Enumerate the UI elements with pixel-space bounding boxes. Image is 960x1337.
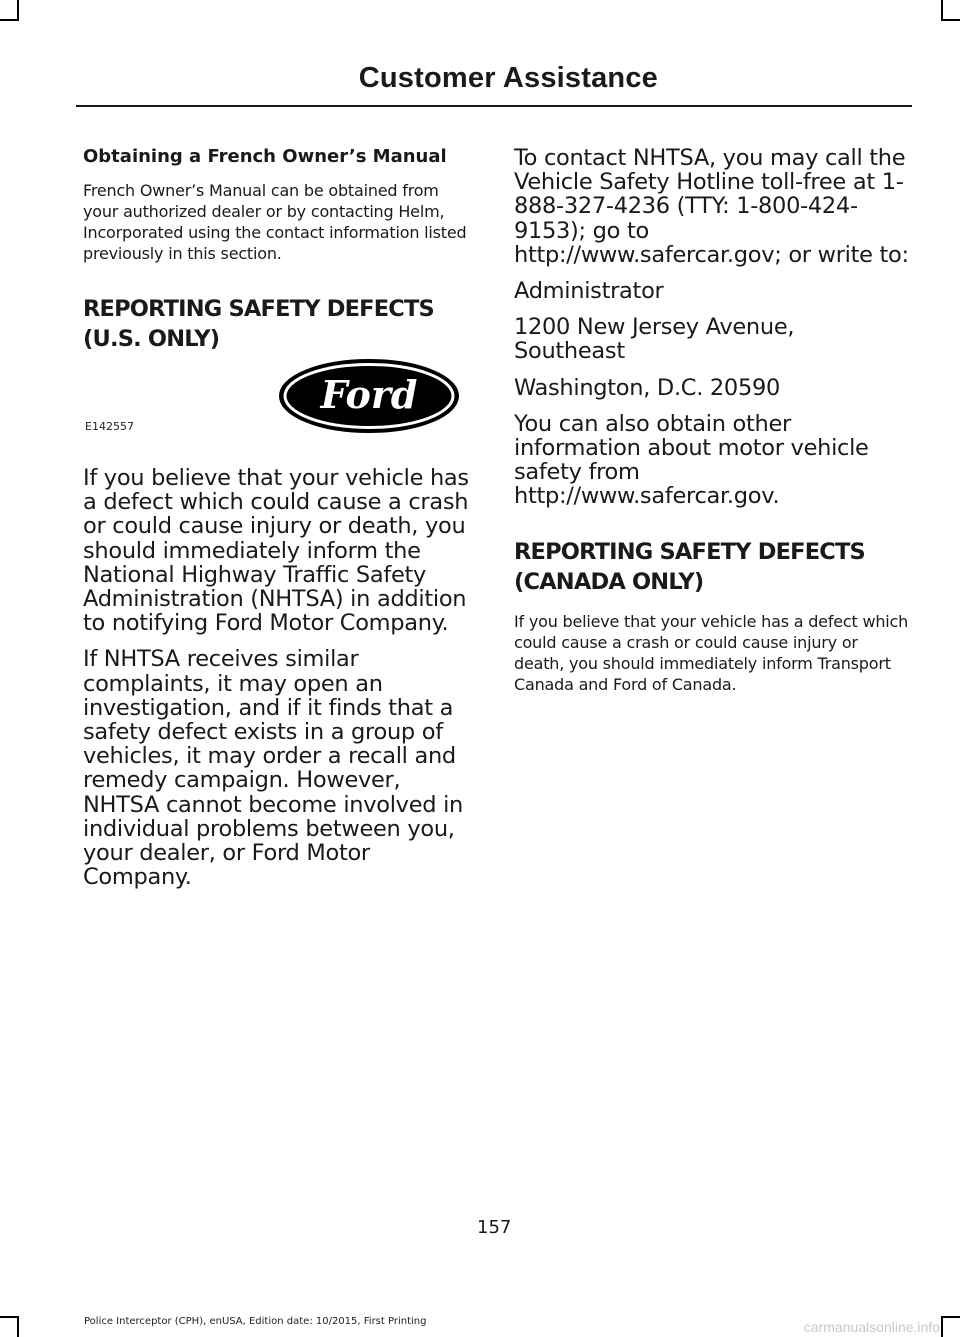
address-line-3: Washington, D.C. 20590	[514, 374, 780, 401]
edition-info: Police Interceptor (CPH), enUSA, Edition date: 10/2015, First Printing	[84, 1316, 427, 1327]
ford-logo-figure	[83, 354, 475, 438]
header-rule	[76, 105, 912, 107]
address-line-2: 1200 New Jersey Avenue, Southeast	[514, 314, 795, 365]
page-number: 157	[477, 1217, 512, 1238]
right-column	[514, 146, 910, 695]
watermark: carmanualsonline.info	[803, 1319, 940, 1335]
page-header-title: Customer Assistance	[358, 62, 658, 94]
left-column	[83, 146, 475, 889]
us-defects-paragraph-2: If NHTSA receives similar complaints, it may open an investigation, and if it finds that a safety defect exists in a group of vehicles, it may order a recall and remedy campaign. However, NHTSA cannot become involved in individual problems between you, your dealer, or Ford Motor Company.	[83, 646, 463, 891]
crop-mark	[941, 19, 960, 21]
us-defects-heading-line2: (U.S. ONLY)	[83, 326, 220, 352]
french-manual-heading: Obtaining a French Owner’s Manual	[83, 146, 447, 167]
crop-mark	[941, 0, 943, 19]
french-manual-body: French Owner’s Manual can be obtained from your authorized dealer or by contacting Helm, Incorporated using the contact information listed previously in this section.	[83, 181, 467, 263]
canada-defects-heading-line1: REPORTING SAFETY DEFECTS	[514, 538, 865, 565]
ford-logo-text: Ford	[320, 372, 418, 417]
crop-mark	[941, 1317, 943, 1337]
crop-mark	[17, 0, 19, 19]
canada-defects-heading-line2: (CANADA ONLY)	[514, 568, 704, 595]
canada-defects-body: If you believe that your vehicle has a defect which could cause a crash or could cause injury or death, you should immediately inform Transport Canada and Ford of Canada.	[514, 611, 909, 694]
ford-logo	[278, 358, 460, 434]
nhtsa-contact-paragraph: To contact NHTSA, you may call the Vehicle Safety Hotline toll-free at 1-888-327-4236 (TTY: 1-800-424-9153); go to http://www.safercar.gov; or write to:	[514, 145, 909, 268]
more-info-paragraph: You can also obtain other information about motor vehicle safety from http://www.safercar.gov.	[514, 410, 869, 510]
figure-code: E142557	[85, 420, 134, 433]
us-defects-heading-line1: REPORTING SAFETY DEFECTS	[83, 296, 434, 322]
crop-mark	[941, 1316, 960, 1318]
us-defects-paragraph-1: If you believe that your vehicle has a defect which could cause a crash or could cause injury or death, you should immediately inform the National Highway Traffic Safety Administration (NHTSA) in addition to notifying Ford Motor Company.	[83, 465, 469, 637]
address-line-1: Administrator	[514, 278, 664, 305]
crop-mark	[0, 1316, 19, 1318]
crop-mark	[0, 19, 19, 21]
crop-mark	[17, 1317, 19, 1337]
